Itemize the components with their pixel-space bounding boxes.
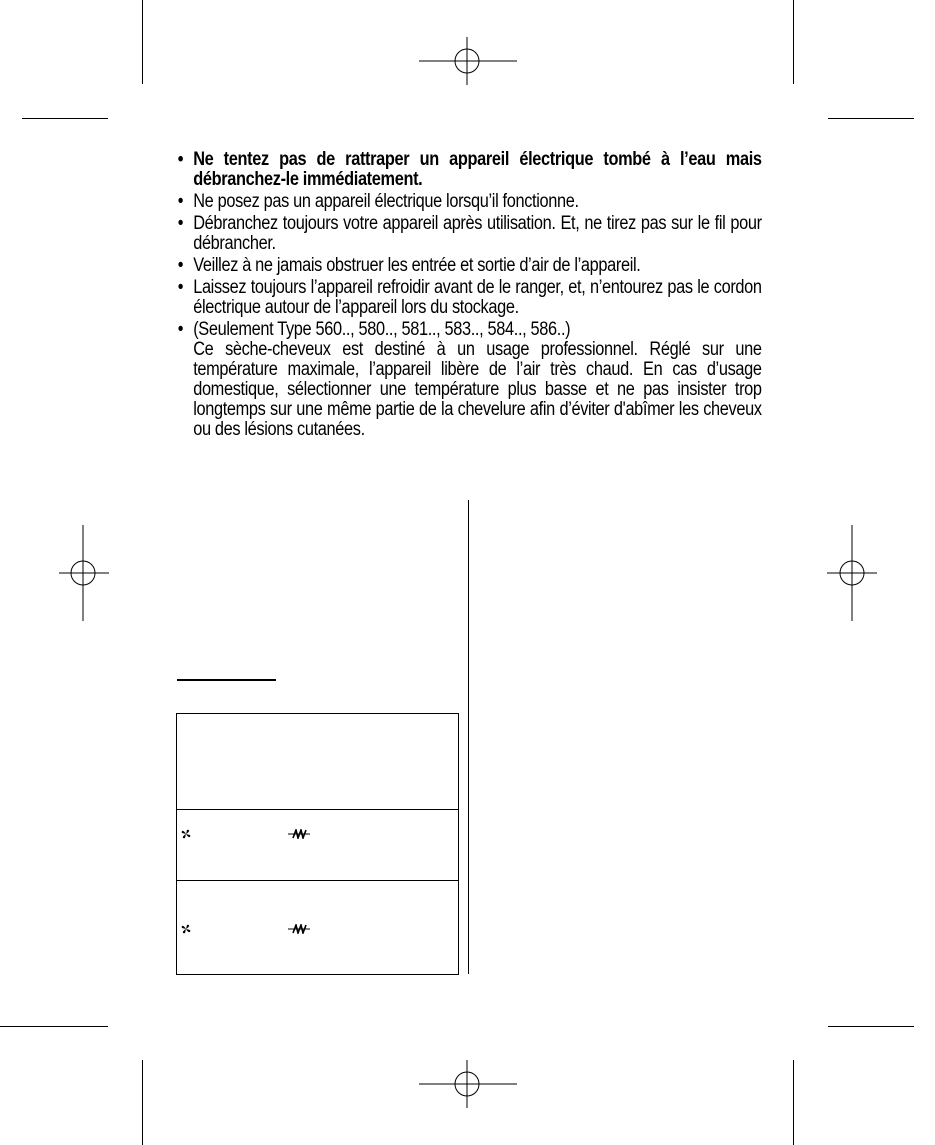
column-divider — [468, 500, 469, 974]
crop-mark — [0, 1026, 108, 1027]
crop-mark — [142, 1060, 143, 1145]
heat-icon — [288, 829, 310, 839]
crop-mark — [142, 0, 143, 84]
settings-table — [176, 713, 459, 975]
crop-mark — [22, 118, 108, 119]
registration-mark-icon — [59, 525, 109, 621]
section-rule — [177, 679, 276, 681]
crop-mark — [793, 1060, 794, 1145]
settings-row — [177, 809, 458, 880]
safety-item: • Veillez à ne jamais obstruer les entrée et sortie d’air de l’appareil. — [176, 256, 762, 276]
settings-table-header — [177, 714, 458, 809]
safety-item: • Laissez toujours l’appareil refroidir avant de le ranger, et, n’entourez pas le cordon électrique autour de l’appareil lors du stockage. — [176, 278, 762, 318]
safety-item-professional — [176, 320, 762, 440]
heat-icon — [288, 924, 310, 934]
safety-item: • Ne tentez pas de rattraper un appareil électrique tombé à l’eau mais débranchez-le immédiatement. — [176, 150, 762, 190]
professional-use-note: Ce sèche-cheveux est destiné à un usage professionnel. Réglé sur une température maximale, l’appareil libère de l’air très chaud. En cas d’usage domestique, sélectionner une température plus basse et ne pas insister trop longtemps sur une même partie de la chevelure afin d’éviter d'abîmer les cheveux ou des lésions cutanées. — [193, 339, 762, 440]
crop-mark — [793, 0, 794, 84]
settings-row — [177, 880, 458, 975]
fan-icon — [181, 829, 191, 839]
safety-item: • Ne posez pas un appareil électrique lorsqu’il fonctionne. — [176, 192, 762, 212]
crop-mark — [828, 1026, 914, 1027]
crop-mark — [828, 118, 914, 119]
registration-mark-icon — [419, 1060, 517, 1108]
model-types: • (Seulement Type 560.., 580.., 581.., 583.., 584.., 586..) — [193, 319, 571, 340]
registration-mark-icon — [827, 525, 877, 621]
safety-item: • Débranchez toujours votre appareil après utilisation. Et, ne tirez pas sur le fil pour débrancher. — [176, 214, 762, 254]
safety-instructions-list — [176, 150, 762, 442]
fan-icon — [181, 924, 191, 934]
registration-mark-icon — [419, 37, 517, 85]
